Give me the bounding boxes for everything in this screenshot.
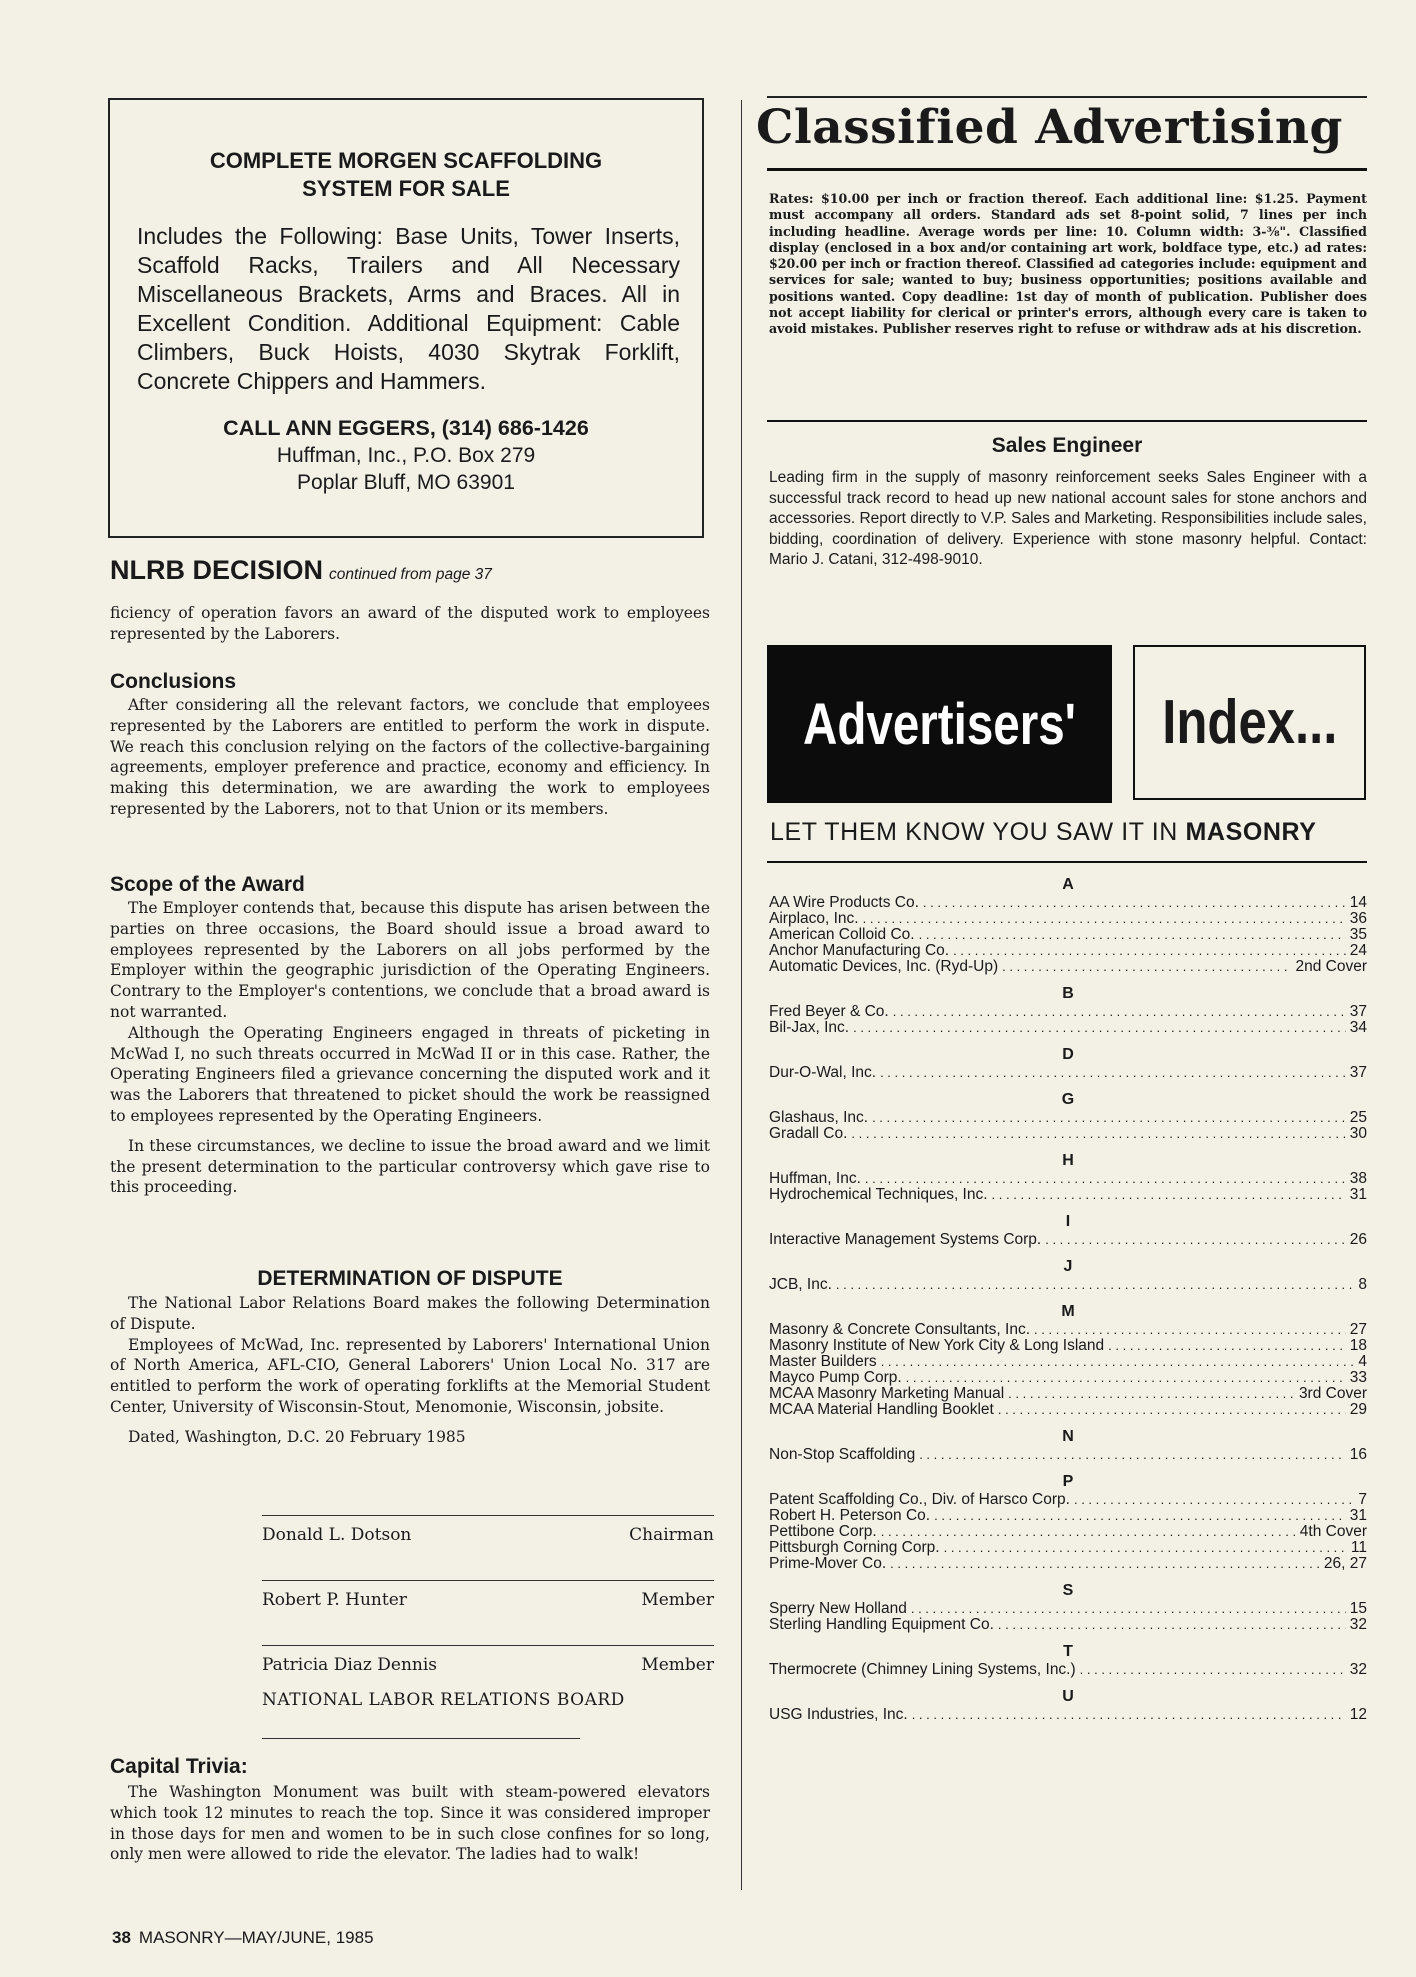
index-letter-group <box>769 1257 1367 1293</box>
index-entry <box>769 1492 1367 1508</box>
advertiser-page: 30 <box>1349 1126 1367 1142</box>
index-entry <box>769 1187 1367 1203</box>
page-footer <box>112 1928 374 1948</box>
advertiser-page: 27 <box>1349 1322 1367 1338</box>
advertiser-name: USG Industries, Inc. <box>769 1707 908 1723</box>
index-letter-heading: A <box>1062 876 1074 893</box>
page-number: 38 <box>112 1928 131 1947</box>
ad-contact <box>110 415 702 496</box>
index-entry <box>769 1540 1367 1556</box>
ad-contact-company: Huffman, Inc., P.O. Box 279 <box>276 444 536 467</box>
advertiser-page: 4 <box>1358 1354 1367 1370</box>
leader-dots <box>863 911 1346 927</box>
advertiser-name: Huffman, Inc. <box>769 1171 861 1187</box>
rates-rule <box>767 420 1367 422</box>
scope-paragraphs <box>110 898 710 1198</box>
trivia-text: The Washington Monument was built with steam-powered elevators which took 12 minutes to reach the top. Since it was considered improper in those days for men and women to be in such close confines for so long, only men were allowed to ride the elevator. The ladies had to walk! <box>110 1783 710 1864</box>
index-entry <box>769 1370 1367 1386</box>
leader-dots <box>881 1524 1296 1540</box>
index-entry <box>769 1004 1367 1020</box>
leader-dots <box>1080 1662 1346 1678</box>
index-entry <box>769 1402 1367 1418</box>
advertiser-name: JCB, Inc. <box>769 1277 832 1293</box>
advertiser-name: Robert H. Peterson Co. <box>769 1508 931 1524</box>
advertiser-page: 4th Cover <box>1299 1524 1367 1540</box>
leader-dots <box>1074 1492 1354 1508</box>
leader-dots <box>1034 1322 1346 1338</box>
index-entry <box>769 1277 1367 1293</box>
advertiser-name: MCAA Material Handling Booklet <box>769 1402 994 1418</box>
index-letter-group <box>769 1302 1367 1418</box>
signatory-name: Patricia Diaz Dennis <box>262 1655 438 1675</box>
advertisers-title: Advertisers' <box>802 691 1077 757</box>
classified-advertising-title: Classified Advertising <box>756 100 1343 155</box>
sales-engineer-heading: Sales Engineer <box>991 434 1143 457</box>
ad-headline-line-1: COMPLETE MORGEN SCAFFOLDING <box>209 148 603 173</box>
advertiser-page: 31 <box>1349 1187 1367 1203</box>
leader-dots <box>1002 959 1291 975</box>
signatory-title: Member <box>641 1590 714 1610</box>
leader-dots <box>934 1508 1346 1524</box>
index-letter-heading: T <box>1063 1643 1073 1660</box>
scope-heading: Scope of the Award <box>110 873 305 896</box>
leader-dots <box>881 1354 1355 1370</box>
index-entry <box>769 1338 1367 1354</box>
advertiser-name: MCAA Masonry Marketing Manual <box>769 1386 1005 1402</box>
index-entry <box>769 1126 1367 1142</box>
advertiser-name: Sterling Handling Equipment Co. <box>769 1617 994 1633</box>
index-letter-group <box>769 1045 1367 1081</box>
index-title: Index... <box>1161 688 1338 757</box>
signature-line <box>262 1645 714 1646</box>
index-entry <box>769 1447 1367 1463</box>
signatory-row <box>262 1655 714 1675</box>
advertiser-name: Masonry & Concrete Consultants, Inc. <box>769 1322 1031 1338</box>
signatory-row <box>262 1525 714 1545</box>
index-entry <box>769 943 1367 959</box>
leader-dots <box>865 1171 1346 1187</box>
index-entry <box>769 1065 1367 1081</box>
determination-heading: DETERMINATION OF DISPUTE <box>257 1267 563 1290</box>
advertiser-page: 31 <box>1349 1508 1367 1524</box>
ad-headline-line-2: SYSTEM FOR SALE <box>302 176 510 201</box>
signatory-row <box>262 1590 714 1610</box>
index-letter-heading: G <box>1061 1091 1075 1108</box>
index-letter-heading: B <box>1062 985 1074 1002</box>
advertiser-name: AA Wire Products Co. <box>769 895 919 911</box>
index-title-box <box>1133 645 1366 800</box>
ad-headline <box>110 147 702 203</box>
classified-title-rule <box>767 168 1367 171</box>
classified-rates: Rates: $10.00 per inch or fraction thereof. Each additional line: $1.25. Payment must accompany all orders. Standard ads set 8-point solid, 7 lines per inch including headline. Average words per line: 10. Column width: 3-⅜". Classified display (enclosed in a box and/or containing art work, boldface type, etc.) ad rates: $20.00 per inch or fraction thereof. Classified ad categories include: equipment and services for sale; wanted to buy; business opportunities; positions available and positions wanted. Copy deadline: 1st day of month of publication. Publisher does not accept liability for clerical or printer's errors, although every care is taken to avoid mistakes. Publisher reserves right to refuse or withdraw ads at his discretion. <box>769 191 1367 337</box>
advertiser-name: Master Builders <box>769 1354 877 1370</box>
trivia-paragraph <box>110 1782 710 1865</box>
signatory-title: Member <box>641 1655 714 1675</box>
index-entry <box>769 1232 1367 1248</box>
index-letter-heading: P <box>1062 1473 1074 1490</box>
leader-dots <box>872 1110 1346 1126</box>
conclusions-paragraph <box>110 695 710 820</box>
advertiser-name: Thermocrete (Chimney Lining Systems, Inc.) <box>769 1662 1076 1678</box>
index-letter-group <box>769 1642 1367 1678</box>
advertiser-name: Anchor Manufacturing Co. <box>769 943 950 959</box>
advertiser-page: 11 <box>1350 1540 1367 1556</box>
index-entry <box>769 1601 1367 1617</box>
advertiser-name: Dur-O-Wal, Inc. <box>769 1065 877 1081</box>
advertiser-name: Non-Stop Scaffolding <box>769 1447 916 1463</box>
advertiser-name: Masonry Institute of New York City & Long Island <box>769 1338 1105 1354</box>
advertiser-page: 37 <box>1349 1004 1367 1020</box>
conclusions-text: After considering all the relevant factors, we conclude that employees represented by the Laborers are entitled to perform the work in dispute. We reach this conclusion relying on the factors of the collective-bargaining agreements, employer preference and practice, economy and efficiency. In making this determination, we are awarding the work to employees represented by the Laborers, not to that Union or its members. <box>110 696 710 818</box>
trivia-heading: Capital Trivia: <box>110 1755 248 1778</box>
trivia-divider <box>262 1738 580 1739</box>
advertiser-page: 26, 27 <box>1323 1556 1367 1572</box>
advertiser-name: Interactive Management Systems Corp. <box>769 1232 1042 1248</box>
leader-dots <box>998 1402 1346 1418</box>
leader-dots <box>944 1540 1347 1556</box>
advertiser-page: 32 <box>1349 1662 1367 1678</box>
determination-text-1: The National Labor Relations Board makes the following Determination of Dispute. <box>110 1294 710 1333</box>
determination-text-2: Employees of McWad, Inc. represented by Laborers' International Union of North America, AFL-CIO, General Laborers' Union Local No. 317 are entitled to perform the work of operating forklifts at the Memorial Student Center, University of Wisconsin-Stout, Menomonie, Wisconsin, jobsite. <box>110 1335 710 1416</box>
index-letter-group <box>769 1090 1367 1142</box>
signatory-name: Robert P. Hunter <box>262 1590 407 1610</box>
index-letter-group <box>769 1472 1367 1572</box>
advertiser-name: Prime-Mover Co. <box>769 1556 887 1572</box>
leader-dots <box>992 1187 1346 1203</box>
advertiser-name: Airplaco, Inc. <box>769 911 859 927</box>
leader-dots <box>923 895 1346 911</box>
advertiser-page: 37 <box>1349 1065 1367 1081</box>
leader-dots <box>893 1004 1346 1020</box>
signature-line <box>262 1580 714 1581</box>
leader-dots <box>998 1617 1346 1633</box>
index-letter-group <box>769 1581 1367 1633</box>
leader-dots <box>836 1277 1354 1293</box>
ad-body-text: Includes the Following: Base Units, Tower Inserts, Scaffold Racks, Trailers and All Necessary Miscellaneous Brackets, Arms and Braces. All in Excellent Condition. Additional Equipment: Cable Climbers, Buck Hoists, 4030 Skytrak Forklift, Concrete Chippers and Hammers. <box>137 223 680 394</box>
advertiser-page: 38 <box>1349 1171 1367 1187</box>
nlrb-intro-paragraph <box>110 603 710 645</box>
leader-dots <box>911 1601 1346 1617</box>
advertiser-name: Sperry New Holland <box>769 1601 907 1617</box>
leader-dots <box>1008 1386 1295 1402</box>
index-letter-group <box>769 984 1367 1036</box>
leader-dots <box>890 1556 1320 1572</box>
index-letter-heading: D <box>1062 1046 1074 1063</box>
index-entry <box>769 1171 1367 1187</box>
index-entry <box>769 1707 1367 1723</box>
advertiser-page: 26 <box>1349 1232 1367 1248</box>
ad-contact-call: CALL ANN EGGERS, (314) 686-1426 <box>223 416 589 440</box>
index-letter-group <box>769 1212 1367 1248</box>
advertiser-page: 33 <box>1349 1370 1367 1386</box>
advertiser-page: 24 <box>1349 943 1367 959</box>
index-letter-group <box>769 1687 1367 1723</box>
advertiser-name: Patent Scaffolding Co., Div. of Harsco Corp. <box>769 1492 1070 1508</box>
advertiser-page: 34 <box>1349 1020 1367 1036</box>
index-entry <box>769 959 1367 975</box>
advertiser-page: 32 <box>1349 1617 1367 1633</box>
advertiser-page: 35 <box>1349 927 1367 943</box>
index-letter-heading: S <box>1062 1582 1074 1599</box>
scaffolding-classified-ad <box>108 98 704 538</box>
advertiser-name: Automatic Devices, Inc. (Ryd-Up) <box>769 959 999 975</box>
sales-engineer-text: Leading firm in the supply of masonry reinforcement seeks Sales Engineer with a successful track record to head up new national account sales for stone anchors and accessories. Report directly to V.P. Sales and Marketing. Responsibilities include sales, bidding, coordination of delivery. Experience with stone masonry helpful. Contact: Mario J. Catani, 312-498-9010. <box>769 469 1367 568</box>
index-letter-heading: J <box>1063 1258 1073 1275</box>
signature-line <box>262 1515 714 1516</box>
leader-dots <box>919 1447 1346 1463</box>
advertiser-name: Pittsburgh Corning Corp. <box>769 1540 940 1556</box>
advertisers-index-list <box>769 875 1367 1732</box>
leader-dots <box>906 1370 1346 1386</box>
index-entry <box>769 1020 1367 1036</box>
publication-date: MASONRY—MAY/JUNE, 1985 <box>138 1928 374 1947</box>
index-entry <box>769 1524 1367 1540</box>
index-top-rule <box>767 861 1367 863</box>
advertisers-title-box <box>767 645 1112 803</box>
index-entry <box>769 927 1367 943</box>
index-entry <box>769 1617 1367 1633</box>
advertiser-name: Hydrochemical Techniques, Inc. <box>769 1187 988 1203</box>
index-entry <box>769 895 1367 911</box>
determination-paragraphs <box>110 1293 710 1448</box>
index-letter-group <box>769 1427 1367 1463</box>
advertiser-page: 7 <box>1358 1492 1367 1508</box>
leader-dots <box>919 927 1346 943</box>
dated-text: Dated, Washington, D.C. 20 February 1985 <box>128 1427 466 1446</box>
tagline-brand: MASONRY <box>1185 818 1317 846</box>
nlrb-decision-heading <box>110 555 492 586</box>
leader-dots <box>953 943 1346 959</box>
index-entry <box>769 1354 1367 1370</box>
leader-dots <box>851 1126 1345 1142</box>
index-entry <box>769 1322 1367 1338</box>
ad-contact-city: Poplar Bluff, MO 63901 <box>297 471 515 494</box>
index-entry <box>769 911 1367 927</box>
advertiser-page: 25 <box>1349 1110 1367 1126</box>
advertiser-name: Gradall Co. <box>769 1126 848 1142</box>
advertiser-page: 3rd Cover <box>1298 1386 1367 1402</box>
advertiser-name: Bil-Jax, Inc. <box>769 1020 850 1036</box>
advertiser-page: 8 <box>1358 1277 1367 1293</box>
advertiser-page: 15 <box>1349 1601 1367 1617</box>
leader-dots <box>912 1707 1346 1723</box>
leader-dots <box>853 1020 1346 1036</box>
index-letter-heading: H <box>1062 1152 1074 1169</box>
advertiser-page: 2nd Cover <box>1295 959 1367 975</box>
index-letter-group <box>769 1151 1367 1203</box>
advertiser-page: 16 <box>1349 1447 1367 1463</box>
advertiser-name: Glashaus, Inc. <box>769 1110 869 1126</box>
signatory-name: Donald L. Dotson <box>262 1525 412 1545</box>
leader-dots <box>1108 1338 1346 1354</box>
index-tagline <box>770 818 1317 847</box>
index-letter-group <box>769 875 1367 975</box>
scope-text-1: The Employer contends that, because this dispute has arisen between the parties on three occasions, the Board should issue a broad award to employees represented by the Laborers on all jobs performed by the Employer within the geographic jurisdiction of the Operating Engineers. Contrary to the Employer's contentions, we conclude that a broad award is not warranted. <box>110 899 710 1021</box>
index-letter-heading: N <box>1062 1428 1074 1445</box>
advertiser-name: American Colloid Co. <box>769 927 915 943</box>
advertiser-page: 36 <box>1349 911 1367 927</box>
scope-text-2: Although the Operating Engineers engaged in threats of picketing in McWad I, no such threats occurred in McWad II or in this case. Rather, the Operating Engineers filed a grievance concerning the disputed work and it was the Laborers that threatened to picket should the work be reassigned to employees represented by the Operating Engineers. <box>110 1023 710 1125</box>
advertiser-name: Mayco Pump Corp. <box>769 1370 902 1386</box>
leader-dots <box>880 1065 1346 1081</box>
continued-note: continued from page 37 <box>329 566 492 583</box>
advertiser-page: 29 <box>1349 1402 1367 1418</box>
index-letter-heading: U <box>1062 1688 1074 1705</box>
index-entry <box>769 1556 1367 1572</box>
classified-top-rule <box>767 96 1367 98</box>
index-entry <box>769 1508 1367 1524</box>
leader-dots <box>1045 1232 1346 1248</box>
nlrb-board-name: NATIONAL LABOR RELATIONS BOARD <box>262 1690 625 1710</box>
index-entry <box>769 1386 1367 1402</box>
tagline-text: LET THEM KNOW YOU SAW IT IN <box>770 818 1178 846</box>
advertiser-page: 18 <box>1349 1338 1367 1354</box>
scope-text-3: In these circumstances, we decline to issue the broad award and we limit the present determination to the particular controversy which gave rise to this proceeding. <box>110 1136 710 1197</box>
index-letter-heading: I <box>1065 1213 1071 1230</box>
nlrb-intro-text: ficiency of operation favors an award of the disputed work to employees represented by the Laborers. <box>110 604 710 643</box>
advertiser-name: Fred Beyer & Co. <box>769 1004 889 1020</box>
advertiser-page: 12 <box>1349 1707 1367 1723</box>
conclusions-heading: Conclusions <box>110 670 237 693</box>
column-divider <box>741 100 742 1890</box>
index-letter-heading: M <box>1061 1303 1075 1320</box>
advertiser-name: Pettibone Corp. <box>769 1524 877 1540</box>
signatory-title: Chairman <box>629 1525 714 1545</box>
index-entry <box>769 1110 1367 1126</box>
nlrb-title: NLRB DECISION <box>110 555 324 585</box>
advertiser-page: 14 <box>1349 895 1367 911</box>
index-entry <box>769 1662 1367 1678</box>
